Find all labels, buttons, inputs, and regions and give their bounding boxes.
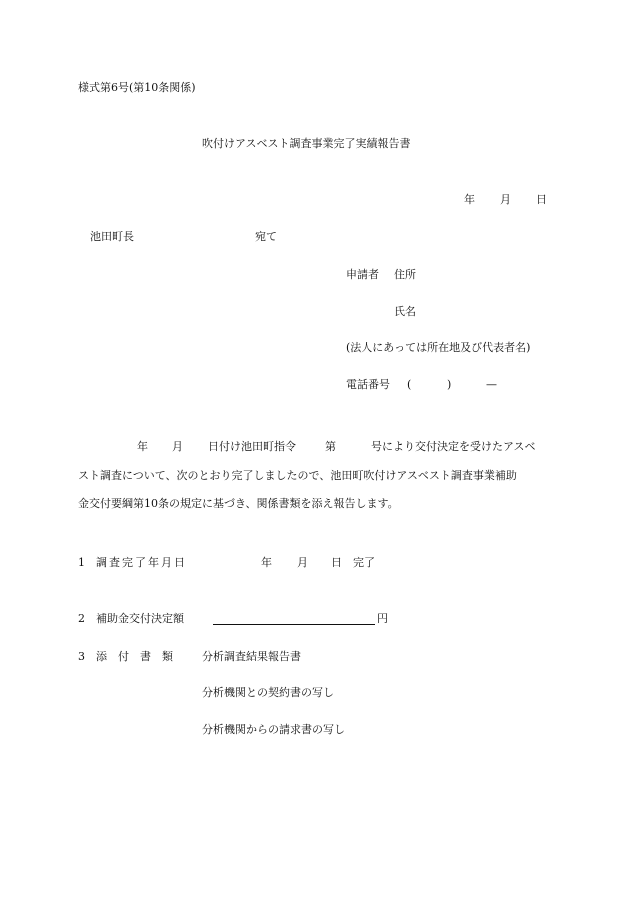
phone-dash: — bbox=[486, 378, 497, 391]
item1-label: 調査完了年月日 bbox=[96, 556, 187, 569]
name-label: 氏名 bbox=[394, 305, 416, 318]
item1-year: 年 bbox=[261, 556, 272, 569]
document-title: 吹付けアスベスト調査事業完了実績報告書 bbox=[202, 137, 411, 150]
address-label: 住所 bbox=[394, 268, 416, 281]
item1-number: 1 bbox=[78, 556, 85, 569]
body-line1-month: 月 bbox=[172, 440, 183, 453]
body-line1-dai: 第 bbox=[325, 440, 336, 453]
item3-number: 3 bbox=[78, 650, 85, 663]
body-line1-text2: 号により交付決定を受けたアスベ bbox=[371, 440, 536, 453]
item2-label: 補助金交付決定額 bbox=[96, 612, 184, 625]
item1-month: 月 bbox=[297, 556, 308, 569]
phone-close-paren: ) bbox=[447, 378, 452, 391]
addressee-suffix: 宛て bbox=[255, 230, 277, 243]
item2-unit: 円 bbox=[377, 612, 388, 625]
body-line1-text: 日付け池田町指令 bbox=[208, 440, 296, 453]
corporate-note: (法人にあっては所在地及び代表者名) bbox=[346, 341, 531, 354]
item2-amount-line bbox=[213, 624, 375, 625]
item2-number: 2 bbox=[78, 612, 85, 625]
phone-open-paren: ( bbox=[407, 378, 412, 391]
body-line2: スト調査について、次のとおり完了しましたので、池田町吹付けアスベスト調査事業補助 bbox=[78, 469, 517, 482]
date-day-label: 日 bbox=[536, 193, 547, 206]
body-line1-year: 年 bbox=[137, 440, 148, 453]
applicant-label: 申請者 bbox=[346, 268, 379, 281]
form-number: 様式第6号(第10条関係) bbox=[78, 81, 196, 94]
attachment-item: 分析機関からの請求書の写し bbox=[202, 723, 345, 736]
body-line3: 金交付要綱第10条の規定に基づき、関係書類を添え報告します。 bbox=[78, 497, 399, 510]
phone-label: 電話番号 bbox=[346, 378, 390, 391]
item3-label: 添 付 書 類 bbox=[96, 650, 173, 663]
item1-suffix: 完了 bbox=[353, 556, 375, 569]
addressee: 池田町長 bbox=[90, 230, 134, 243]
attachment-item: 分析機関との契約書の写し bbox=[202, 686, 334, 699]
date-year-label: 年 bbox=[464, 193, 475, 206]
item1-day: 日 bbox=[331, 556, 342, 569]
attachment-item: 分析調査結果報告書 bbox=[202, 650, 301, 663]
date-month-label: 月 bbox=[500, 193, 511, 206]
